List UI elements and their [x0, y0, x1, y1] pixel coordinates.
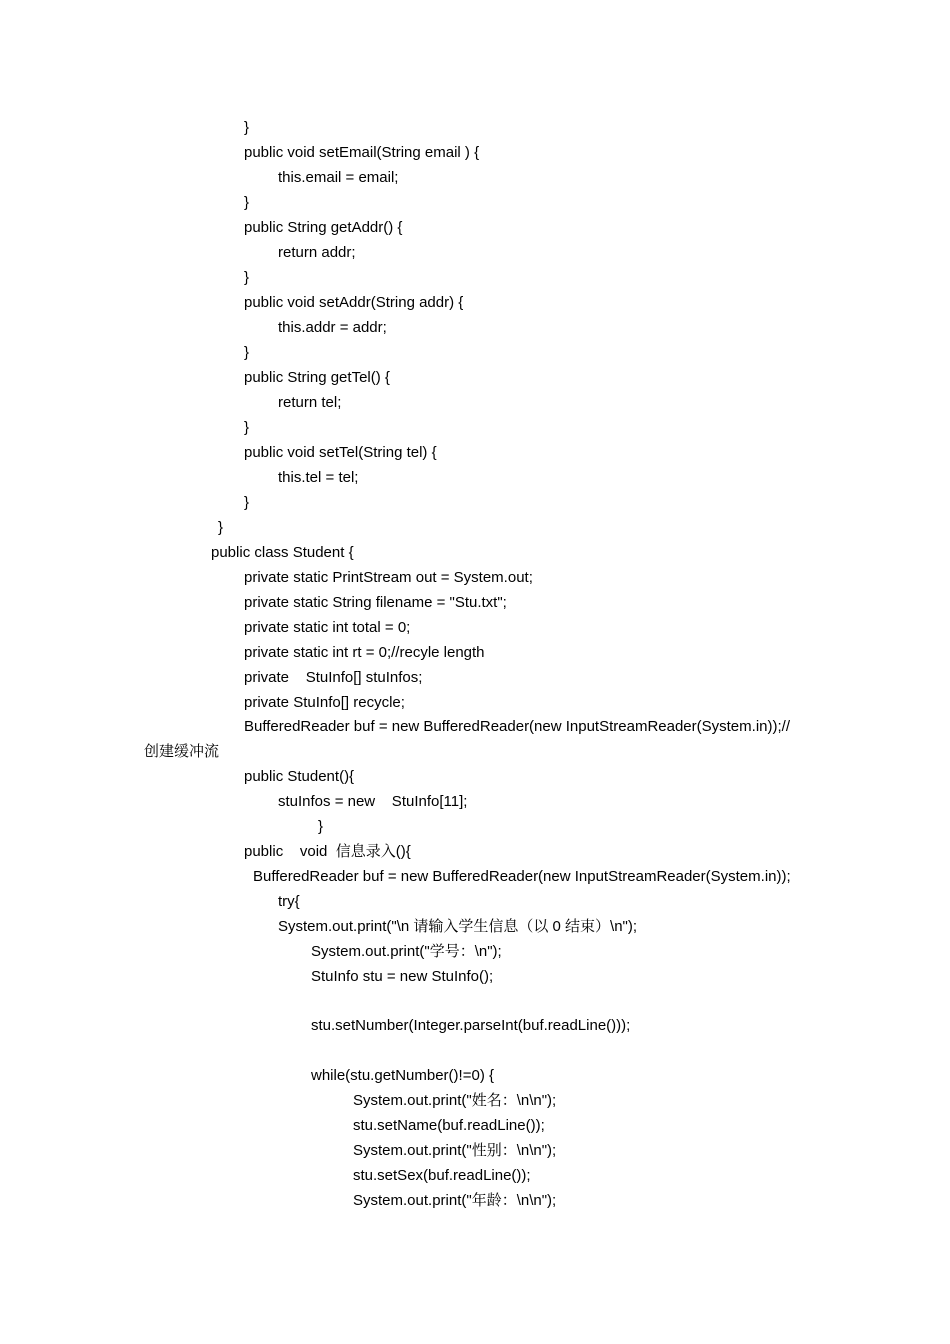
- code-line: System.out.print("性别：\n\n");: [353, 1142, 557, 1159]
- code-line: StuInfo stu = new StuInfo();: [311, 968, 494, 985]
- code-line: private static int total = 0;: [244, 619, 411, 636]
- code-line: stu.setName(buf.readLine());: [353, 1117, 545, 1134]
- code-line: private static int rt = 0;//recyle length: [244, 644, 485, 661]
- code-line: private static String filename = "Stu.txt";: [244, 594, 507, 611]
- code-line: }: [244, 119, 250, 136]
- code-line: public String getAddr() {: [244, 219, 403, 236]
- code-line: stu.setNumber(Integer.parseInt(buf.readLine()));: [311, 1017, 631, 1034]
- code-line: }: [244, 494, 250, 511]
- code-line: public void setEmail(String email ) {: [244, 144, 480, 161]
- code-line: this.email = email;: [278, 169, 399, 186]
- code-line: }: [244, 344, 250, 361]
- code-line: }: [244, 194, 250, 211]
- code-line: System.out.print("\n 请输入学生信息（以 0 结束）\n");: [278, 918, 638, 935]
- code-line: }: [318, 818, 324, 835]
- code-line: BufferedReader buf = new BufferedReader(new InputStreamReader(System.in));: [253, 868, 791, 885]
- code-line: private StuInfo[] recycle;: [244, 694, 405, 711]
- code-line: System.out.print("姓名：\n\n");: [353, 1092, 557, 1109]
- code-line: while(stu.getNumber()!=0) {: [311, 1067, 494, 1084]
- code-line: }: [244, 269, 250, 286]
- code-line: stuInfos = new StuInfo[11];: [278, 793, 468, 810]
- code-line: }: [218, 519, 224, 536]
- code-line: public void setTel(String tel) {: [244, 444, 437, 461]
- code-line: return addr;: [278, 244, 356, 261]
- code-line: System.out.print("学号：\n");: [311, 943, 502, 960]
- code-line: BufferedReader buf = new BufferedReader(new InputStreamReader(System.in));//: [244, 718, 790, 735]
- code-line: }: [244, 419, 250, 436]
- code-line: private static PrintStream out = System.out;: [244, 569, 533, 586]
- code-line: this.tel = tel;: [278, 469, 359, 486]
- code-line: public class Student {: [211, 544, 354, 561]
- code-line: this.addr = addr;: [278, 319, 387, 336]
- code-line: try{: [278, 893, 300, 910]
- code-line: return tel;: [278, 394, 342, 411]
- code-line: public void setAddr(String addr) {: [244, 294, 464, 311]
- code-line: stu.setSex(buf.readLine());: [353, 1167, 531, 1184]
- code-line: System.out.print("年龄：\n\n");: [353, 1192, 557, 1209]
- code-line: public String getTel() {: [244, 369, 390, 386]
- code-line: public void 信息录入(){: [244, 843, 411, 860]
- code-line: public Student(){: [244, 768, 355, 785]
- code-line: private StuInfo[] stuInfos;: [244, 669, 423, 686]
- code-comment-wrap: 创建缓冲流: [144, 743, 220, 760]
